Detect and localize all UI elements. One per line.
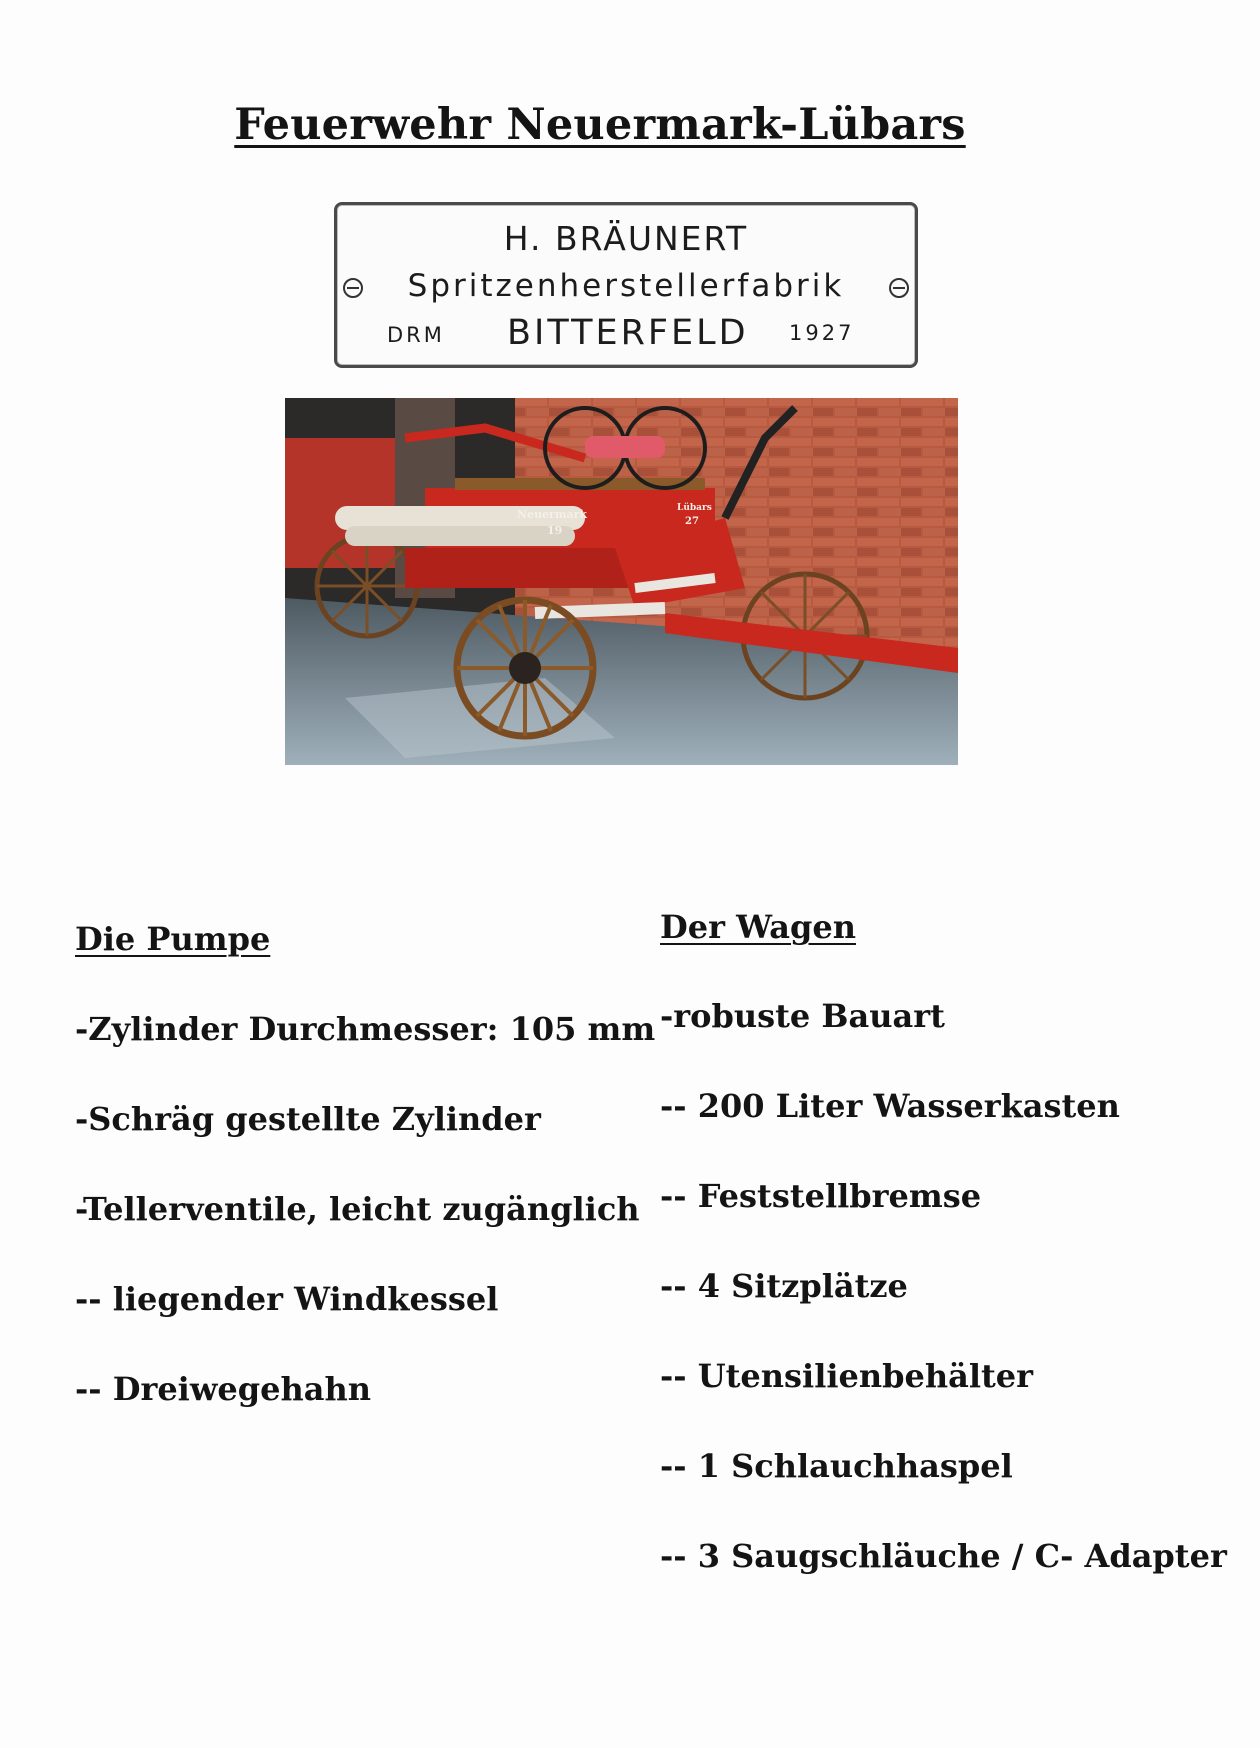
pumpe-heading: Die Pumpe bbox=[75, 920, 271, 958]
wagen-item: -- 200 Liter Wasserkasten bbox=[660, 1087, 1120, 1125]
plate-mark: DRM bbox=[387, 323, 445, 347]
wagen-item: -- Utensilienbehälter bbox=[660, 1357, 1034, 1395]
wagen-item: -- 4 Sitzplätze bbox=[660, 1267, 908, 1305]
page-title: Feuerwehr Neuermark-Lübars bbox=[234, 100, 966, 150]
panel-left-label: Neuermark bbox=[517, 508, 588, 521]
pumpe-item: -- liegender Windkessel bbox=[75, 1280, 499, 1318]
pumpe-item: -- Dreiwegehahn bbox=[75, 1370, 371, 1408]
panel-right-number: 27 bbox=[685, 516, 699, 527]
maker-plate bbox=[334, 202, 918, 368]
wagen-heading: Der Wagen bbox=[660, 908, 856, 946]
wagen-item: -robuste Bauart bbox=[660, 997, 945, 1035]
panel-left-number: 19 bbox=[547, 524, 563, 537]
pumpe-item: -Schräg gestellte Zylinder bbox=[75, 1100, 541, 1138]
wagen-item: -- 1 Schlauchhaspel bbox=[660, 1447, 1013, 1485]
fire-pump-wagon-photo bbox=[285, 398, 958, 765]
plate-year: 1927 bbox=[789, 321, 855, 345]
plate-factory: Spritzenherstellerfabrik bbox=[407, 268, 845, 304]
plate-city: BITTERFELD bbox=[507, 313, 749, 353]
wagen-item: -- 3 Saugschläuche / C- Adapter bbox=[660, 1537, 1227, 1575]
wagen-item: -- Feststellbremse bbox=[660, 1177, 982, 1215]
plate-maker: H. BRÄUNERT bbox=[503, 219, 749, 258]
pumpe-item: -Tellerventile, leicht zugänglich bbox=[75, 1190, 640, 1228]
panel-right-label: Lübars bbox=[677, 503, 712, 513]
pumpe-item: -Zylinder Durchmesser: 105 mm bbox=[75, 1010, 656, 1048]
